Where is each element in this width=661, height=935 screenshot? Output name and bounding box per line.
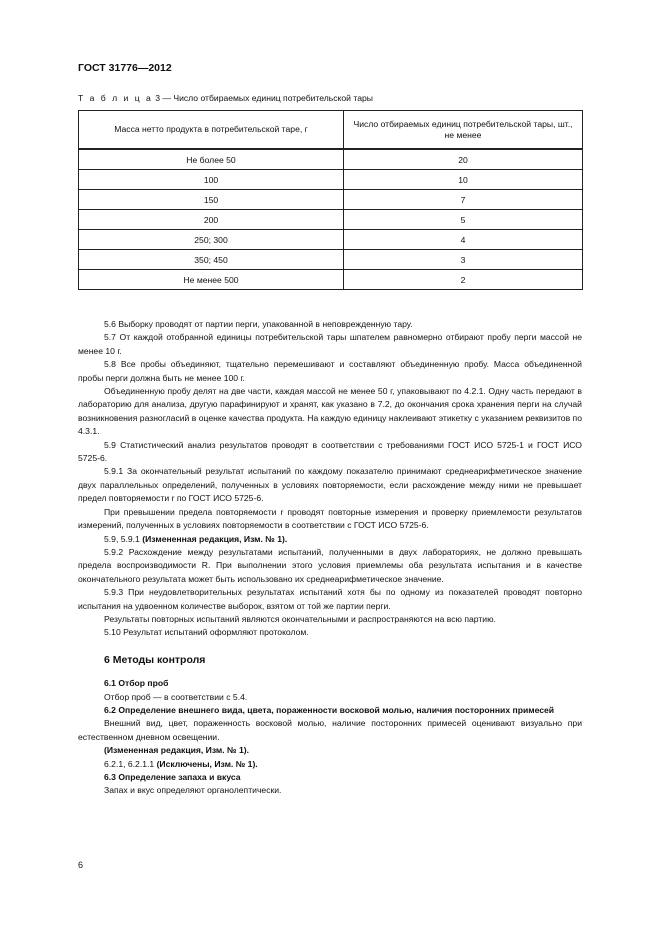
table-row: [79, 210, 583, 230]
paragraph: 5.7 От каждой отобранной единицы потребительской тары шпателем равномерно отбирают пробу перги массой не менее 10 г.: [78, 332, 582, 356]
table-cell: 3: [344, 250, 583, 270]
paragraph: При превышении предела повторяемости r проводят повторные измерения и проверку приемлемости результатов измерений, полученных в условиях повторяемости в соответствии с ГОСТ ИСО 5725-6.: [78, 506, 582, 531]
table-cell: 2: [344, 270, 583, 290]
table-cell: 10: [344, 170, 583, 190]
table-cell: 100: [79, 170, 344, 190]
paragraph: 5.9 Статистический анализ результатов проводят в соответствии с требованиями ГОСТ ИСО 5725-1 и ГОСТ ИСО 5725-6.: [78, 439, 582, 464]
amendment-text: (Измененная редакция, Изм. № 1).: [104, 745, 250, 756]
paragraph: Внешний вид, цвет, пораженность восковой молью, наличие посторонних примесей оценивают визуально при естественном дневном освещении.: [78, 718, 582, 742]
table-caption-text: 3 — Число отбираемых единиц потребительской тары: [155, 93, 373, 103]
amendment-text: (Исключены, Изм. № 1).: [156, 758, 258, 769]
amendment-note: [78, 744, 582, 757]
table-cell: 20: [344, 149, 583, 170]
column-header: Число отбираемых единиц потребительской тары, шт., не менее: [344, 111, 583, 150]
subsection-title: 6.1 Отбор проб: [104, 678, 169, 689]
amendment-ref: 5.9, 5.9.1: [104, 533, 140, 544]
table-cell: 200: [79, 210, 344, 230]
amendment-note: [78, 758, 582, 771]
table-cell: 5: [344, 210, 583, 230]
table-cell: 4: [344, 230, 583, 250]
paragraph: 5.8 Все пробы объединяют, тщательно перемешивают и составляют объединенную пробу. Масса объединенной пробы перги должна быть не менее 100 г.: [78, 359, 582, 383]
paragraph: Результаты повторных испытаний являются окончательными и распространяются на всю партию.: [104, 613, 496, 624]
column-header: Масса нетто продукта в потребительской таре, г: [79, 111, 344, 150]
table-row: [79, 170, 583, 190]
subsection-title: 6.3 Определение запаха и вкуса: [104, 772, 241, 782]
table-cell: 150: [79, 190, 344, 210]
table-row: [79, 250, 583, 270]
paragraph: 5.9.1 За окончательный результат испытаний по каждому показателю принимают среднеарифметическое значение двух параллельных определений, полученных в условиях повторяемости, если расхождение между ними не превышает предел повторяемости r по ГОСТ ИСО 5725-6.: [78, 466, 582, 504]
amendment-text: (Измененная редакция, Изм. № 1).: [142, 533, 288, 544]
page-number: 6: [78, 860, 84, 870]
paragraph: 5.9.3 При неудовлетворительных результатах испытаний хотя бы по одному из показателей проводят повторно испытания на удвоенном количестве выборок, взятом от той же партии перги.: [78, 587, 582, 611]
amendment-ref: 6.2.1, 6.2.1.1: [104, 758, 155, 769]
amendment-note: [78, 533, 582, 546]
table-caption-prefix: Т а б л и ц а: [78, 93, 153, 103]
paragraph: Запах и вкус определяют органолептически.: [104, 785, 282, 796]
paragraph: 5.10 Результат испытаний оформляют протоколом.: [104, 627, 309, 638]
paragraph: Объединенную пробу делят на две части, каждая массой не менее 50 г, упаковывают по 4.2.1. Одну часть передают в лабораторию для анализа, другую парафинируют и хранят, как указано в 7.2, до окончания срока хранения перги на случай возникновения разногласий в оценке качества продукта. На каждую единицу наклеивают этикетку с указанием реквизитов по 4.3.1.: [78, 386, 582, 437]
table-cell: Не более 50: [79, 149, 344, 170]
section-title: 6 Методы контроля: [104, 653, 206, 666]
paragraph: 5.9.2 Расхождение между результатами испытаний, полученными в двух лабораториях, не должно превышать предела воспроизводимости R. При выполнении этого условия приемлемы оба результата испытания и в качестве окончательного результата может быть использовано их среднеарифметическое значение.: [78, 546, 582, 584]
table-cell: 7: [344, 190, 583, 210]
table-row: [79, 190, 583, 210]
sample-count-table: [78, 110, 583, 290]
table-cell: 250; 300: [79, 230, 344, 250]
table-cell: Не менее 500: [79, 270, 344, 290]
subsection-title: 6.2 Определение внешнего вида, цвета, пораженности восковой молью, наличия посторонних примесей: [104, 704, 555, 715]
table-row: [79, 149, 583, 170]
paragraph: Отбор проб — в соответствии с 5.4.: [104, 691, 248, 702]
document-header: ГОСТ 31776—2012: [78, 62, 172, 74]
table-row: [79, 270, 583, 290]
table-caption: [78, 93, 373, 103]
table-row: [79, 230, 583, 250]
document-body: [78, 318, 582, 798]
table-header-row: [79, 111, 583, 150]
table-cell: 350; 450: [79, 250, 344, 270]
paragraph: 5.6 Выборку проводят от партии перги, упакованной в неповрежденную тару.: [104, 319, 413, 329]
